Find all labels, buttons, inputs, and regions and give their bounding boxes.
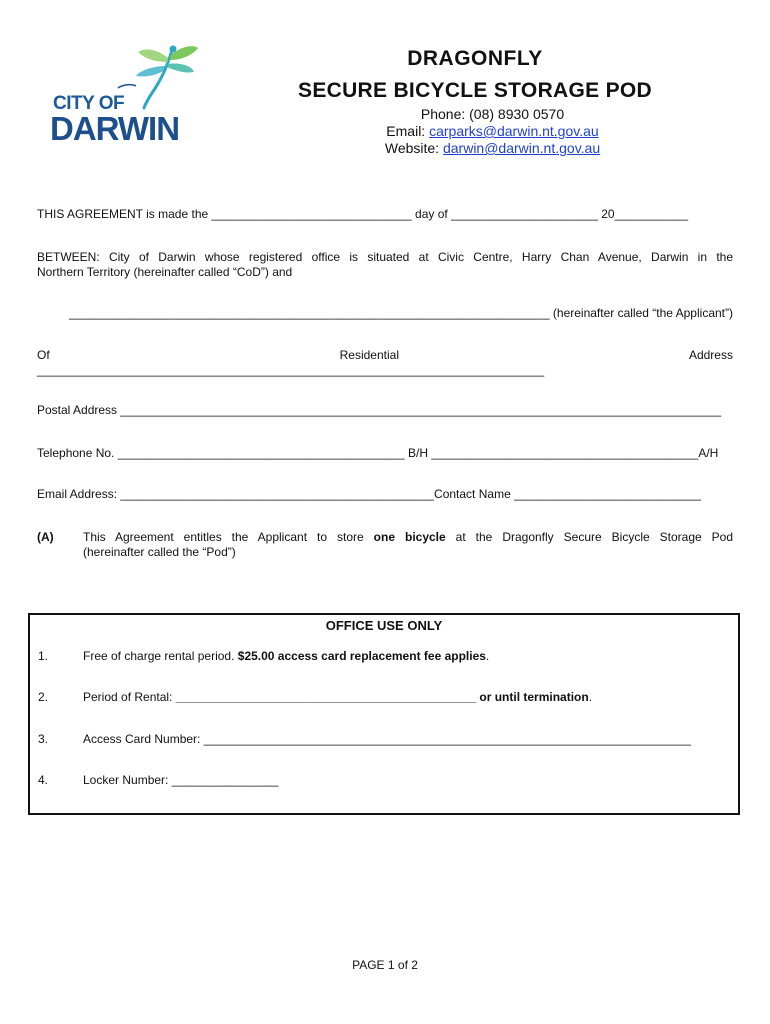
between-line-1: BETWEEN: City of Darwin whose registered office is situated at Civic Centre, Harry Chan Avenue, Darwin in the xyxy=(37,250,733,264)
residential-address-field[interactable]: ____________________________________________________________________________ xyxy=(37,363,545,377)
of-label: Of xyxy=(37,348,50,362)
email-label: Email: xyxy=(386,123,430,139)
contact-phone: Phone: (08) 8930 0570 xyxy=(420,106,565,122)
email-link[interactable]: carparks@darwin.nt.gov.au xyxy=(429,123,599,139)
residential-address-labels xyxy=(37,348,733,363)
page-number: PAGE 1 of 2 xyxy=(352,958,418,972)
logo-text-darwin: DARWIN xyxy=(50,110,180,147)
office-item-4-text[interactable]: Locker Number: ________________ xyxy=(83,773,279,787)
office-item-1-num: 1. xyxy=(38,649,49,663)
contact-email xyxy=(330,123,655,139)
item-a-bold: one bicycle xyxy=(373,530,446,544)
office-item-2-bold: _____________________________________________ or until termination xyxy=(175,690,589,704)
office-item-4-num: 4. xyxy=(38,773,49,787)
item-a-line-1 xyxy=(83,530,733,545)
office-item-1-bold: $25.00 access card replacement fee applies xyxy=(237,649,486,663)
office-item-1-tail: . xyxy=(485,649,490,663)
office-item-1-text xyxy=(83,649,489,663)
website-label: Website: xyxy=(384,140,443,156)
office-item-2-text[interactable] xyxy=(83,690,592,704)
form-subtitle: SECURE BICYCLE STORAGE POD xyxy=(298,79,652,102)
item-a-part2: at the Dragonfly Secure Bicycle Storage Pod xyxy=(445,530,734,544)
address-label: Address xyxy=(688,348,733,362)
telephone-field[interactable]: Telephone No. ___________________________________________ B/H ________________________________________A/H xyxy=(37,446,719,460)
item-a-label: (A) xyxy=(37,530,54,544)
postal-address-field[interactable]: Postal Address __________________________________________________________________________________________ xyxy=(37,403,722,417)
item-a-part1: This Agreement entitles the Applicant to store xyxy=(83,530,374,544)
office-use-title: OFFICE USE ONLY xyxy=(325,618,443,633)
city-of-darwin-logo xyxy=(50,44,200,147)
office-item-2-num: 2. xyxy=(38,690,49,704)
logo-text-city-of: CITY OF xyxy=(53,93,125,114)
applicant-name-line[interactable]: ________________________________________________________________________ (hereinafter called “the Applicant”) xyxy=(69,306,733,320)
form-title: DRAGONFLY xyxy=(407,47,543,70)
office-item-3-text[interactable]: Access Card Number: _________________________________________________________________________ xyxy=(83,732,691,746)
office-item-3-num: 3. xyxy=(38,732,49,746)
office-item-2-tail: . xyxy=(588,690,593,704)
contact-website xyxy=(330,140,655,156)
office-item-2-lead: Period of Rental: xyxy=(83,690,176,704)
office-item-1-lead: Free of charge rental period. xyxy=(83,649,238,663)
office-use-box xyxy=(28,613,740,815)
agreement-date-line[interactable]: THIS AGREEMENT is made the ______________________________ day of ______________________ 20___________ xyxy=(37,207,688,221)
residential-label: Residential xyxy=(339,348,399,362)
website-link[interactable]: darwin@darwin.nt.gov.au xyxy=(442,140,601,156)
item-a-line-2: (hereinafter called the “Pod”) xyxy=(83,545,236,559)
email-contact-field[interactable]: Email Address: _______________________________________________Contact Name ____________________________ xyxy=(37,487,701,501)
item-a-text xyxy=(83,530,733,560)
between-line-2: Northern Territory (hereinafter called “CoD”) and xyxy=(37,265,293,279)
